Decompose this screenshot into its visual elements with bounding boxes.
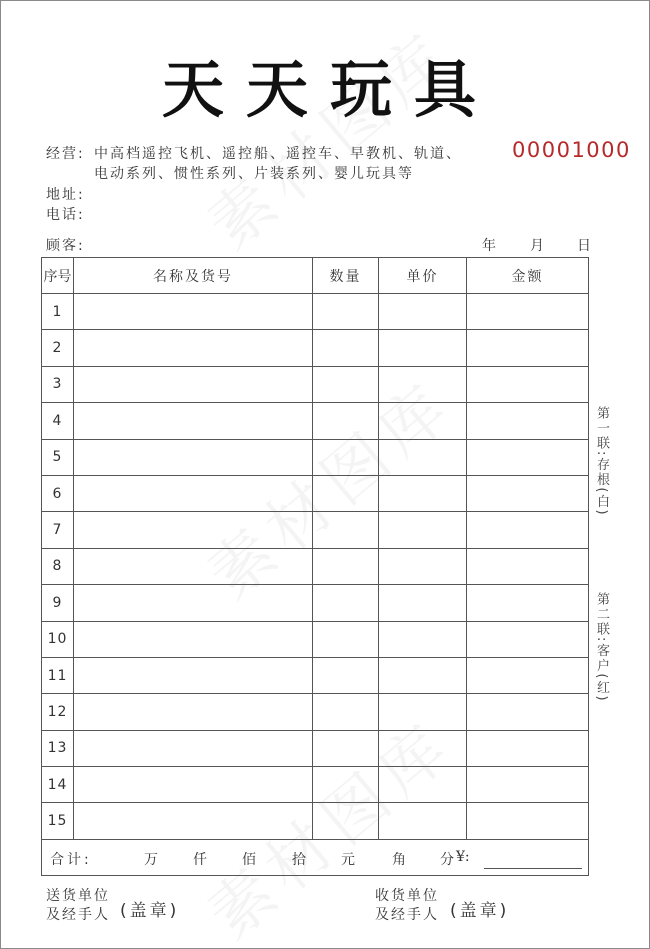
total-label: 合计:: [50, 852, 92, 869]
table-row: [42, 439, 589, 475]
row-index: 11: [42, 657, 74, 693]
quantity-cell[interactable]: [313, 403, 379, 439]
row-index: 5: [42, 439, 74, 475]
unit-jiao: 角: [392, 852, 406, 869]
name-cell[interactable]: [74, 657, 313, 693]
receiver-seal: (盖章): [450, 901, 510, 921]
amount-cell[interactable]: [467, 512, 589, 548]
unit-price-cell[interactable]: [379, 767, 467, 803]
currency-label: ¥:: [456, 849, 470, 866]
table-row: [42, 294, 589, 330]
quantity-cell[interactable]: [313, 767, 379, 803]
sender-seal: (盖章): [120, 901, 180, 921]
table-row: [42, 657, 589, 693]
quantity-cell[interactable]: [313, 694, 379, 730]
name-cell[interactable]: [74, 366, 313, 402]
row-index: 7: [42, 512, 74, 548]
row-index: 1: [42, 294, 74, 330]
amount-cell[interactable]: [467, 694, 589, 730]
name-cell[interactable]: [74, 330, 313, 366]
total-amount-line[interactable]: [484, 868, 582, 869]
phone-label: 电话:: [46, 207, 85, 223]
table-row: [42, 548, 589, 584]
quantity-cell[interactable]: [313, 439, 379, 475]
amount-cell[interactable]: [467, 366, 589, 402]
name-cell[interactable]: [74, 403, 313, 439]
table-row: [42, 803, 589, 839]
document-title: 天天玩具: [161, 53, 498, 126]
name-cell[interactable]: [74, 439, 313, 475]
amount-cell[interactable]: [467, 475, 589, 511]
header-index: 序号: [42, 258, 74, 294]
amount-cell[interactable]: [467, 585, 589, 621]
name-cell[interactable]: [74, 621, 313, 657]
date-month: 月: [530, 238, 546, 254]
amount-cell[interactable]: [467, 621, 589, 657]
unit-price-cell[interactable]: [379, 585, 467, 621]
table-row: [42, 694, 589, 730]
quantity-cell[interactable]: [313, 621, 379, 657]
row-index: 4: [42, 403, 74, 439]
sender-line-2: 及经手人: [46, 907, 110, 923]
row-index: 8: [42, 548, 74, 584]
header-quantity: 数量: [313, 258, 379, 294]
date-year: 年: [482, 238, 498, 254]
name-cell[interactable]: [74, 585, 313, 621]
serial-number: 00001000: [512, 138, 631, 162]
quantity-cell[interactable]: [313, 512, 379, 548]
unit-yuan: 元: [341, 852, 355, 869]
unit-price-cell[interactable]: [379, 366, 467, 402]
table-header-row: [42, 258, 589, 294]
quantity-cell[interactable]: [313, 366, 379, 402]
table-row: [42, 621, 589, 657]
name-cell[interactable]: [74, 767, 313, 803]
total-cell: [42, 839, 589, 875]
unit-price-cell[interactable]: [379, 475, 467, 511]
unit-price-cell[interactable]: [379, 439, 467, 475]
amount-cell[interactable]: [467, 657, 589, 693]
amount-cell[interactable]: [467, 403, 589, 439]
unit-price-cell[interactable]: [379, 803, 467, 839]
unit-qian: 仟: [193, 852, 207, 869]
row-index: 6: [42, 475, 74, 511]
quantity-cell[interactable]: [313, 803, 379, 839]
business-line-2: 电动系列、惯性系列、片装系列、婴儿玩具等: [94, 166, 414, 182]
unit-price-cell[interactable]: [379, 657, 467, 693]
row-index: 12: [42, 694, 74, 730]
table-row: [42, 585, 589, 621]
header-amount: 金额: [467, 258, 589, 294]
row-index: 13: [42, 730, 74, 766]
row-index: 14: [42, 767, 74, 803]
unit-bai: 佰: [242, 852, 256, 869]
row-index: 3: [42, 366, 74, 402]
unit-price-cell[interactable]: [379, 330, 467, 366]
unit-price-cell[interactable]: [379, 694, 467, 730]
table-row: [42, 512, 589, 548]
name-cell[interactable]: [74, 730, 313, 766]
header-name: 名称及货号: [74, 258, 313, 294]
header-unit-price: 单价: [379, 258, 467, 294]
row-index: 9: [42, 585, 74, 621]
unit-price-cell[interactable]: [379, 621, 467, 657]
business-line-1: 中高档遥控飞机、遥控船、遥控车、早教机、轨道、: [94, 146, 462, 162]
quantity-cell[interactable]: [313, 548, 379, 584]
table-row: [42, 475, 589, 511]
row-index: 2: [42, 330, 74, 366]
quantity-cell[interactable]: [313, 475, 379, 511]
copy-2-note: 第二联:客户(红): [594, 592, 609, 703]
row-index: 15: [42, 803, 74, 839]
amount-cell[interactable]: [467, 548, 589, 584]
name-cell[interactable]: [74, 475, 313, 511]
table-row: [42, 403, 589, 439]
amount-cell[interactable]: [467, 330, 589, 366]
unit-shi: 拾: [292, 852, 306, 869]
quantity-cell[interactable]: [313, 730, 379, 766]
name-cell[interactable]: [74, 694, 313, 730]
amount-cell[interactable]: [467, 730, 589, 766]
date-day: 日: [577, 238, 593, 254]
quantity-cell[interactable]: [313, 294, 379, 330]
name-cell[interactable]: [74, 548, 313, 584]
name-cell[interactable]: [74, 294, 313, 330]
goods-table: [41, 257, 589, 876]
amount-cell[interactable]: [467, 767, 589, 803]
quantity-cell[interactable]: [313, 330, 379, 366]
unit-fen: 分: [440, 852, 454, 869]
name-cell[interactable]: [74, 512, 313, 548]
table-row: [42, 767, 589, 803]
address-label: 地址:: [46, 187, 85, 203]
amount-cell[interactable]: [467, 294, 589, 330]
unit-wan: 万: [144, 852, 158, 869]
quantity-cell[interactable]: [313, 657, 379, 693]
name-cell[interactable]: [74, 803, 313, 839]
unit-price-cell[interactable]: [379, 403, 467, 439]
row-index: 10: [42, 621, 74, 657]
receiver-line-2: 及经手人: [375, 907, 439, 923]
customer-label: 顾客:: [46, 238, 85, 254]
table-row: [42, 330, 589, 366]
unit-price-cell[interactable]: [379, 548, 467, 584]
amount-cell[interactable]: [467, 439, 589, 475]
unit-price-cell[interactable]: [379, 730, 467, 766]
business-label: 经营:: [46, 146, 85, 162]
table-row: [42, 730, 589, 766]
copy-1-note: 第一联:存根(白): [594, 406, 609, 517]
total-row: [42, 839, 589, 875]
unit-price-cell[interactable]: [379, 294, 467, 330]
quantity-cell[interactable]: [313, 585, 379, 621]
amount-cell[interactable]: [467, 803, 589, 839]
receiver-line-1: 收货单位: [375, 888, 439, 904]
unit-price-cell[interactable]: [379, 512, 467, 548]
sender-line-1: 送货单位: [46, 888, 110, 904]
table-row: [42, 366, 589, 402]
